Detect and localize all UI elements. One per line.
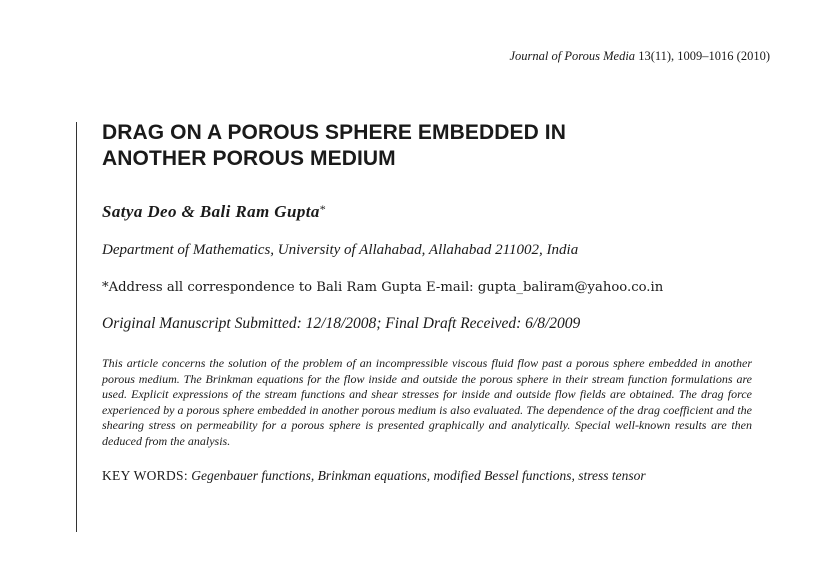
submission-dates: Original Manuscript Submitted: 12/18/2008; Final Draft Received: 6/8/2009 [102,315,581,332]
journal-reference [509,49,770,64]
journal-name: Journal of Porous Media [509,49,636,63]
author-name: Satya Deo [102,202,177,221]
correspondence-address: *Address all correspondence to Bali Ram Gupta E-mail: gupta_baliram@yahoo.co.in [102,280,664,295]
affiliation: Department of Mathematics, University of Allahabad, Allahabad 211002, India [102,242,579,258]
paper-title [102,120,762,172]
keywords-list: Gegenbauer functions, Brinkman equations, modified Bessel functions, stress tensor [187,468,646,483]
title-line-1: DRAG ON A POROUS SPHERE EMBEDDED IN [102,121,566,144]
journal-citation: 13(11), 1009–1016 (2010) [635,49,770,63]
corresponding-author-mark: * [319,202,327,216]
left-margin-rule [76,122,77,532]
title-line-2: ANOTHER POROUS MEDIUM [102,147,396,170]
author-name: Bali Ram Gupta [199,202,320,221]
keywords [102,468,762,484]
author-list [102,202,762,222]
abstract: This article concerns the solution of the problem of an incompressible viscous fluid flow past a porous sphere embedded in another porous medium. The Brinkman equations for the flow inside and outside the porous sphere in their stream function formulations are used. Explicit expressions of the stream functions and shear stresses for inside and outside flow fields are obtained. The drag force experienced by a porous sphere embedded in another porous medium is also evaluated. The dependence of the drag coefficient and the shearing stress on permeability for a porous sphere is presented graphically and analytically. Special well-known results are then deduced from the analysis. [102,356,752,448]
article-front-matter [102,120,762,484]
author-separator: & [176,202,200,221]
keywords-label: KEY WORDS: [102,468,188,483]
